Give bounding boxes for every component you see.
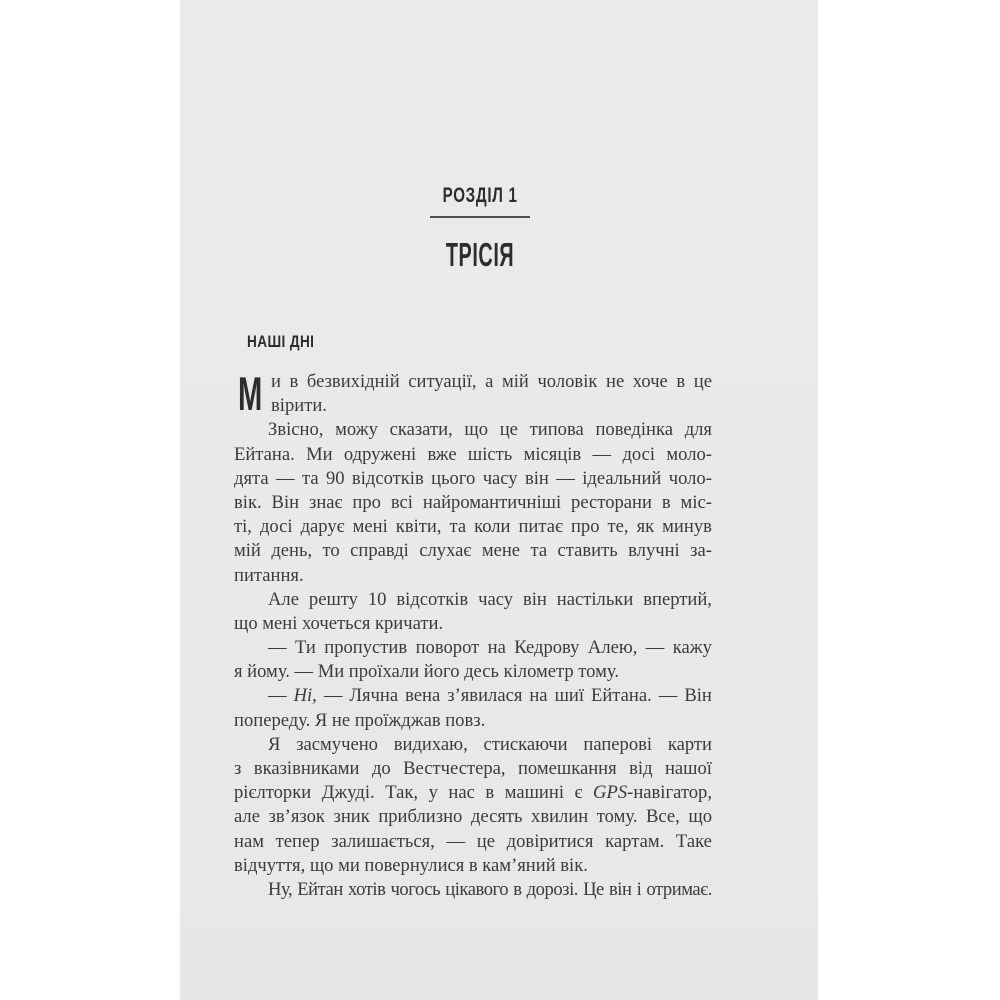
text-line: Ейтана. Ми одружені вже шість місяців — досі моло- [234,443,712,465]
text-line: нам тепер залишається, — це довіритися картам. Таке [234,830,712,852]
text-line: — Ні, — Лячна вена з’явилася на шиї Ейтана. — Він [268,685,712,707]
text-line: я йому. — Ми проїхали його десь кілометр тому. [234,661,619,683]
text-line: відчуття, що ми повернулися в кам’яний вік. [234,854,588,876]
text-line: але зв’язок зник приблизно десять хвилин тому. Все, що [234,806,712,828]
paragraph [234,733,712,878]
book-page [180,0,818,1000]
text-line: ті, досі дарує мені квіти, та коли питає про те, як минув [234,516,712,538]
text-line: рієлторки Джуді. Так, у нас в машині є GPS-навігатор, [234,782,712,804]
chapter-heading [241,185,719,218]
text-line: вік. Він знає про всі найромантичніші ресторани в міс- [234,491,712,513]
text-line: Звісно, можу сказати, що це типова поведінка для [268,419,712,441]
paragraph [234,684,712,732]
heading-divider-rule [430,216,530,218]
body-text [234,367,712,902]
chapter-title: ТРІСІЯ [445,236,515,273]
text-line: попереду. Я не проїжджав повз. [234,709,486,731]
text-line: з вказівниками до Вестчестера, помешкання від нашої [234,758,712,779]
paragraph [234,636,712,684]
paragraph [234,588,712,636]
section-kicker-label: НАШІ ДНІ [247,332,315,351]
paragraph [234,418,712,587]
text-line: Я засмучено видихаю, стискаючи паперові карти [268,733,712,755]
text-line: — Ти пропустив поворот на Кедрову Алею, — кажу [268,637,712,659]
paragraph [234,367,712,420]
paragraph [234,878,712,902]
chapter-title-wrap [241,238,719,271]
text-line: вірити. [271,395,327,417]
text-line: дята — та 90 відсотків цього часу він — ідеальний чоло- [234,467,712,489]
section-kicker [247,333,331,352]
text-line: Але решту 10 відсотків часу він настільки впертий, [268,588,712,610]
text-line: мій день, то справді слухає мене та ставить влучні за- [234,540,712,562]
text-line: и в безвихідній ситуації, а мій чоловік не хоче в це [271,371,712,392]
text-line: що мені хочеться кричати. [234,612,444,634]
drop-cap: М [238,367,263,420]
text-line: Ну, Ейтан хотів чогось цікавого в дорозі. Це він і отримає. [268,878,712,900]
chapter-number-label: РОЗДІЛ 1 [442,184,518,207]
text-line: питання. [234,564,304,586]
